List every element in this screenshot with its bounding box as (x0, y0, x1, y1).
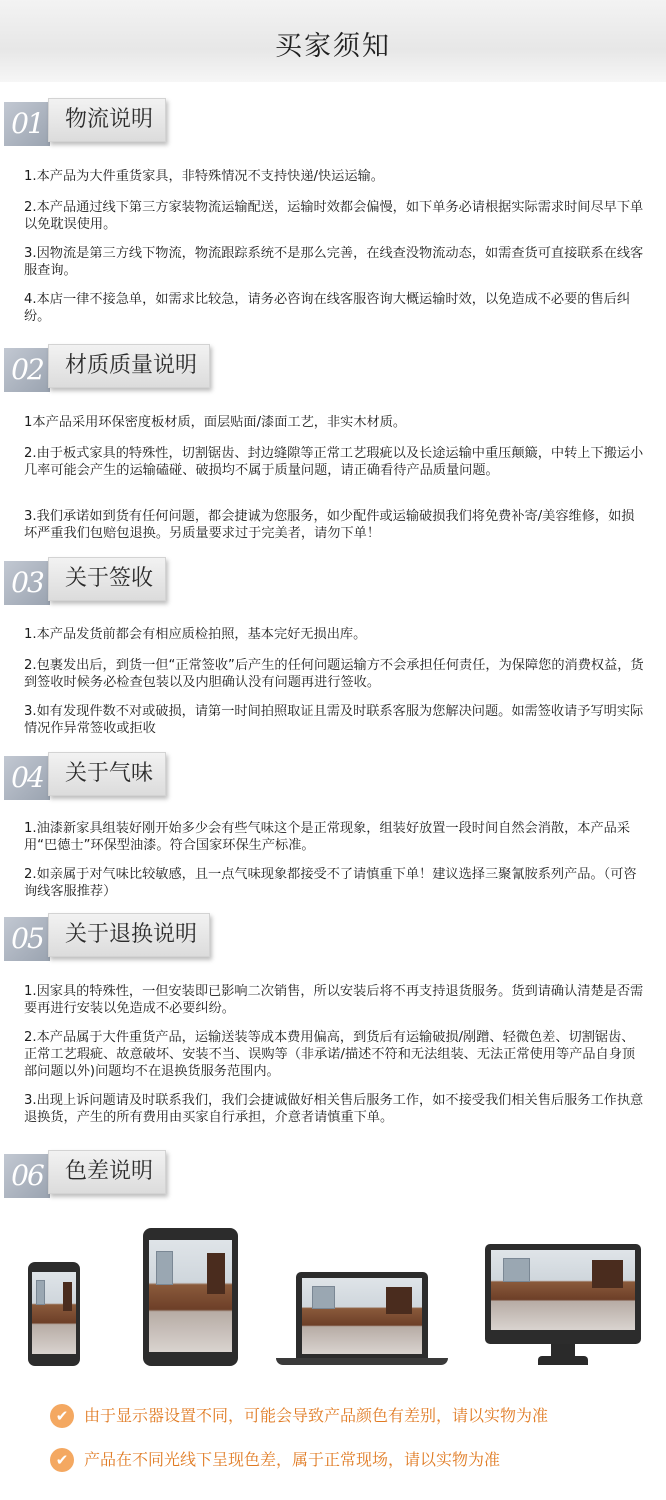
paragraph: 3.出现上诉问题请及时联系我们，我们会捷诚做好相关售后服务工作，如不接受我们相关售后服务工作执意退换货，产生的所有费用由买家自行承担，介意者请慎重下单。 (24, 1093, 644, 1125)
tablet-device (143, 1228, 238, 1366)
section-number-badge: 05 (4, 917, 50, 961)
section-title: 关于签收 (48, 557, 166, 601)
note-text: 产品在不同光线下呈现色差，属于正常现场，请以实物为准 (84, 1450, 501, 1469)
section-title: 关于退换说明 (48, 913, 210, 957)
section-header-odor (4, 752, 644, 806)
device-illustration (0, 1228, 666, 1368)
section-number-badge: 02 (4, 348, 50, 392)
section-header-returns (4, 913, 644, 967)
paragraph: 2.本产品通过线下第三方家装物流运输配送，运输时效都会偏慢，如下单务必请根据实际需求时间尽早下单以免耽误使用。 (24, 200, 644, 232)
laptop-device (296, 1272, 428, 1358)
paragraph: 4.本店一律不接急单，如需求比较急，请务必咨询在线客服咨询大概运输时效，以免造成不必要的售后纠纷。 (24, 292, 631, 324)
paragraph: 2.本产品属于大件重货产品，运输送装等成本费用偏高，到货后有运输破损/剐蹭、轻微色差、切割锯齿、正常工艺瑕疵、故意破坏、安装不当、误购等（非承诺/描述不符和无法组装、无法正常使用等产品自身顶部问题以外)问题均不在退换货服务范围内。 (24, 1030, 636, 1079)
header-banner (0, 0, 666, 82)
section-header-signing (4, 557, 644, 611)
paragraph: 1.油漆新家具组装好刚开始多少会有些气味这个是正常现象，组装好放置一段时间自然会消散，本产品采用“巴德士”环保型油漆。符合国家环保生产标准。 (24, 821, 631, 853)
section-number-badge: 04 (4, 756, 50, 800)
tablet-screen (149, 1240, 232, 1352)
checkmark-icon: ✔ (50, 1448, 74, 1472)
laptop-screen (302, 1278, 422, 1354)
paragraph: 2.包裹发出后，到货一但“正常签收”后产生的任何问题运输方不会承担任何责任，为保障您的消费权益，货到签收时候务必检查包装以及内胆确认没有问题再进行签收。 (24, 658, 644, 690)
paragraph: 2.如亲属于对气味比较敏感，且一点气味现象都接受不了请慎重下单！建议选择三聚氰胺系列产品。（可咨询线客服推荐） (24, 867, 637, 899)
paragraph: 1本产品采用环保密度板材质，面层贴面/漆面工艺，非实木材质。 (24, 415, 407, 430)
section-title: 物流说明 (48, 98, 166, 142)
paragraph: 1.本产品为大件重货家具，非特殊情况不支持快递/快运运输。 (24, 169, 384, 184)
section-header-material (4, 344, 644, 398)
section-title: 材质质量说明 (48, 344, 210, 388)
paragraph: 3.因物流是第三方线下物流，物流跟踪系统不是那么完善，在线查没物流动态，如需查货可直接联系在线客服查询。 (24, 246, 644, 278)
page-title: 买家须知 (275, 31, 391, 62)
paragraph: 1.因家具的特殊性，一但安装即已影响二次销售，所以安装后将不再支持退货服务。货到请确认清楚是否需要再进行安装以免造成不必要纠纷。 (24, 984, 644, 1016)
monitor-foot (538, 1356, 588, 1365)
laptop-base (276, 1358, 448, 1365)
monitor-device (485, 1244, 641, 1344)
phone-device (28, 1262, 80, 1366)
monitor-stand (551, 1344, 575, 1356)
paragraph: 3.如有发现件数不对或破损，请第一时间拍照取证且需及时联系客服为您解决问题。如需签收请予写明实际情况作异常签收或拒收 (24, 704, 644, 736)
paragraph: 2.由于板式家具的特殊性，切割锯齿、封边缝隙等正常工艺瑕疵以及长途运输中重压颠簸，中转上下搬运小几率可能会产生的运输磕碰、破损均不属于质量问题，请正确看待产品质量问题。 (24, 446, 644, 478)
checkmark-icon: ✔ (50, 1404, 74, 1428)
phone-screen (32, 1272, 76, 1354)
section-title: 色差说明 (48, 1150, 166, 1194)
section-header-color (4, 1150, 644, 1204)
note-text: 由于显示器设置不同，可能会导致产品颜色有差别，请以实物为准 (84, 1406, 549, 1425)
section-number-badge: 06 (4, 1154, 50, 1198)
paragraph: 1.本产品发货前都会有相应质检拍照，基本完好无损出库。 (24, 627, 367, 642)
section-number-badge: 03 (4, 561, 50, 605)
section-number-badge: 01 (4, 102, 50, 146)
section-header-logistics (4, 98, 644, 152)
section-title: 关于气味 (48, 752, 166, 796)
monitor-screen (491, 1250, 635, 1330)
paragraph: 3.我们承诺如到货有任何问题，都会捷诚为您服务，如少配件或运输破损我们将免费补寄/美容维修，如损坏严重我们包赔包退换。另质量要求过于完美者，请勿下单！ (24, 509, 635, 541)
